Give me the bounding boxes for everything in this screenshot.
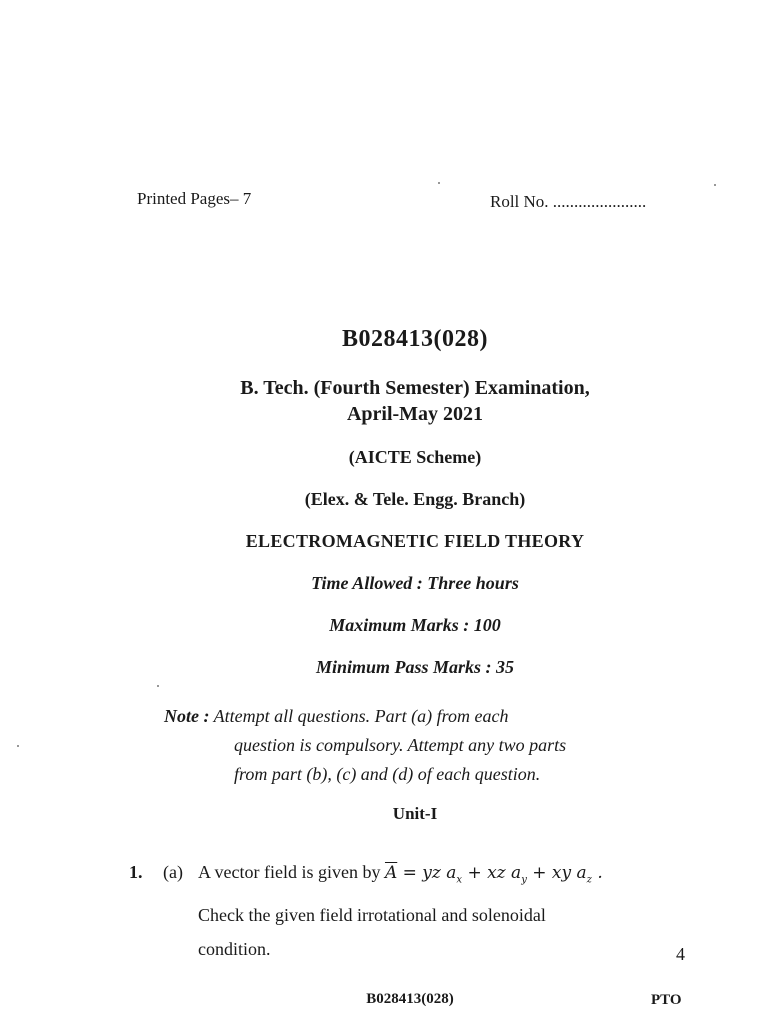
unit-heading: Unit-I [392, 804, 438, 823]
question-line-3: condition. [198, 939, 271, 959]
branch: (Elex. & Tele. Engg. Branch) [304, 489, 526, 509]
maximum-marks: Maximum Marks : 100 [329, 615, 501, 635]
question-text-prefix: A vector field is given by [198, 862, 381, 882]
question-marks: 4 [676, 944, 685, 964]
note-label: Note : [164, 706, 210, 726]
footer-pto: PTO [651, 992, 682, 1008]
roll-number: Roll No. ...................... [490, 192, 647, 211]
vector-field-formula: $\overline{A}$ = yz $a_x$ + xz $a_y$ + xy $a_z$ . [384, 863, 603, 886]
exam-title-line1: B. Tech. (Fourth Semester) Examination, [240, 377, 590, 399]
note-line-2: question is compulsory. Attempt any two parts [234, 735, 567, 755]
printed-pages: Printed Pages– 7 [137, 189, 252, 208]
question-text [198, 862, 603, 885]
question-line-2: Check the given field irrotational and solenoidal [198, 905, 546, 925]
footer-paper-code: B028413(028) [366, 991, 454, 1007]
exam-title-line2: April-May 2021 [346, 403, 484, 425]
note-line-3: from part (b), (c) and (d) of each question. [234, 764, 541, 784]
scan-speck [157, 685, 159, 687]
paper-code: B028413(028) [342, 326, 488, 352]
exam-title [0, 375, 768, 427]
scan-speck [714, 184, 716, 186]
note-line-1: Attempt all questions. Part (a) from each [213, 706, 509, 726]
question-part: (a) [163, 862, 183, 882]
scan-speck [17, 745, 19, 747]
scan-speck [438, 182, 440, 184]
question-number: 1. [129, 862, 143, 882]
time-allowed: Time Allowed : Three hours [311, 573, 519, 593]
scheme: (AICTE Scheme) [348, 447, 482, 467]
instructions-note [164, 702, 664, 789]
minimum-pass-marks: Minimum Pass Marks : 35 [315, 657, 515, 677]
subject-title: ELECTROMAGNETIC FIELD THEORY [245, 531, 585, 551]
